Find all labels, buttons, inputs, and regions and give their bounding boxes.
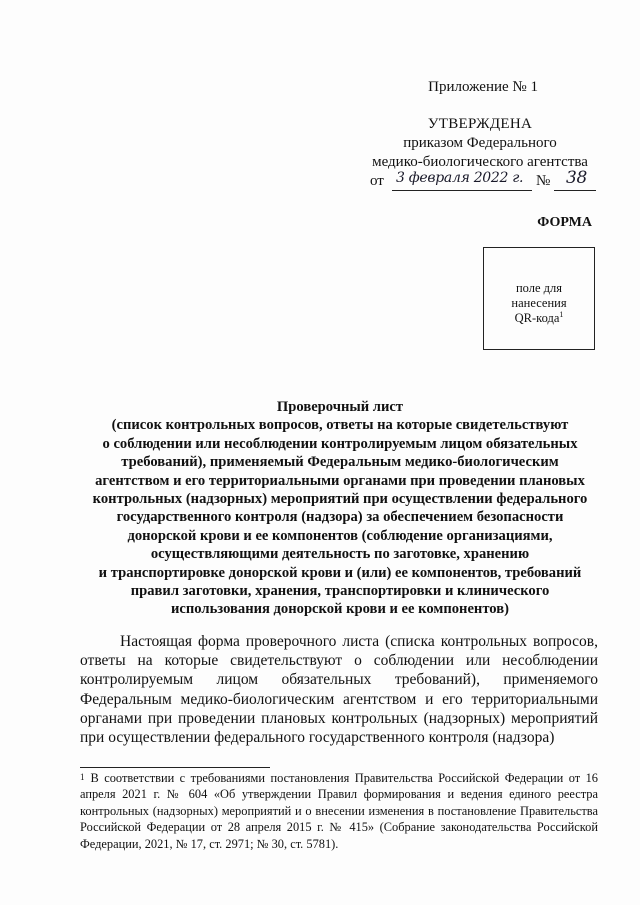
title-line: и транспортировке донорской крови и (или) ее компонентов, требований	[98, 564, 582, 581]
qr-box-line-3: QR-кода$^1$	[514, 309, 564, 325]
footnote-separator	[80, 767, 270, 768]
footnote-marker: 1	[80, 772, 85, 782]
title-line: донорской крови и ее компонентов (соблюдение организациями,	[127, 527, 553, 544]
order-reference-line	[370, 168, 605, 193]
footnote	[80, 770, 598, 852]
order-number-underline	[554, 190, 596, 191]
title-line: государственного контроля (надзора) за обеспечением безопасности	[116, 509, 564, 526]
form-label: ФОРМА	[537, 215, 592, 230]
approval-line-2: медико-биологического агентства	[372, 154, 588, 170]
approved-heading: УТВЕРЖДЕНА	[427, 116, 533, 132]
approval-line-1: приказом Федерального	[403, 135, 557, 151]
order-number-label: №	[536, 173, 551, 189]
title-line: (список контрольных вопросов, ответы на которые свидетельствуют	[111, 417, 569, 434]
order-number-handwritten: 38	[566, 168, 588, 188]
title-line: контрольных (надзорных) мероприятий при осуществлении федерального	[92, 491, 588, 508]
footnote-text: В соответствии с требованиями постановления Правительства Российской Федерации от 16 апреля 2021 г. № 604 «Об утверждении Правил формирования и ведения единого реестра контрольных (надзорных) мероприятий и о внесении изменения в постановление Правительства Российской Федерации от 28 апреля 2015 г. № 415» (Собрание законодательства Российской Федерации, 2021, № 17, ст. 2971; № 30, ст. 5781).	[80, 771, 598, 851]
qr-box-line-1: поле для	[515, 281, 563, 295]
order-date-handwritten: 3 февраля 2022 г.	[396, 170, 524, 186]
qr-box-line-2: нанесения	[511, 296, 567, 310]
qr-code-placeholder-box	[483, 247, 595, 350]
footnote-reference: 1	[559, 309, 564, 319]
title-line: использования донорской крови и ее компонентов)	[171, 601, 509, 618]
order-prefix: от	[370, 173, 384, 189]
document-title-block	[60, 398, 620, 619]
document-heading: Проверочный лист	[276, 399, 404, 415]
body-paragraph: Настоящая форма проверочного листа (списка контрольных вопросов, ответы на которые свидетельствуют о соблюдении или несоблюдении контролируемым лицом обязательных требований), применяемого Федеральным медико-биологическим агентством и его территориальными органами при проведении плановых контрольных (надзорных) мероприятий при осуществлении федерального государственного контроля (надзора)	[80, 633, 598, 747]
appendix-number: Приложение № 1	[428, 79, 538, 95]
order-date-underline	[392, 190, 532, 191]
approval-stamp-block	[360, 78, 600, 172]
title-line: о соблюдении или несоблюдении контролируемым лицом обязательных	[102, 435, 578, 452]
title-line: агентством и его территориальными органами при проведении плановых	[95, 472, 585, 489]
title-line: осуществляющими деятельность по заготовке, хранению	[150, 546, 530, 563]
title-line: правил заготовки, хранения, транспортировки и клинического	[130, 583, 550, 600]
title-line: требований), применяемый Федеральным медико-биологическим	[121, 454, 559, 471]
